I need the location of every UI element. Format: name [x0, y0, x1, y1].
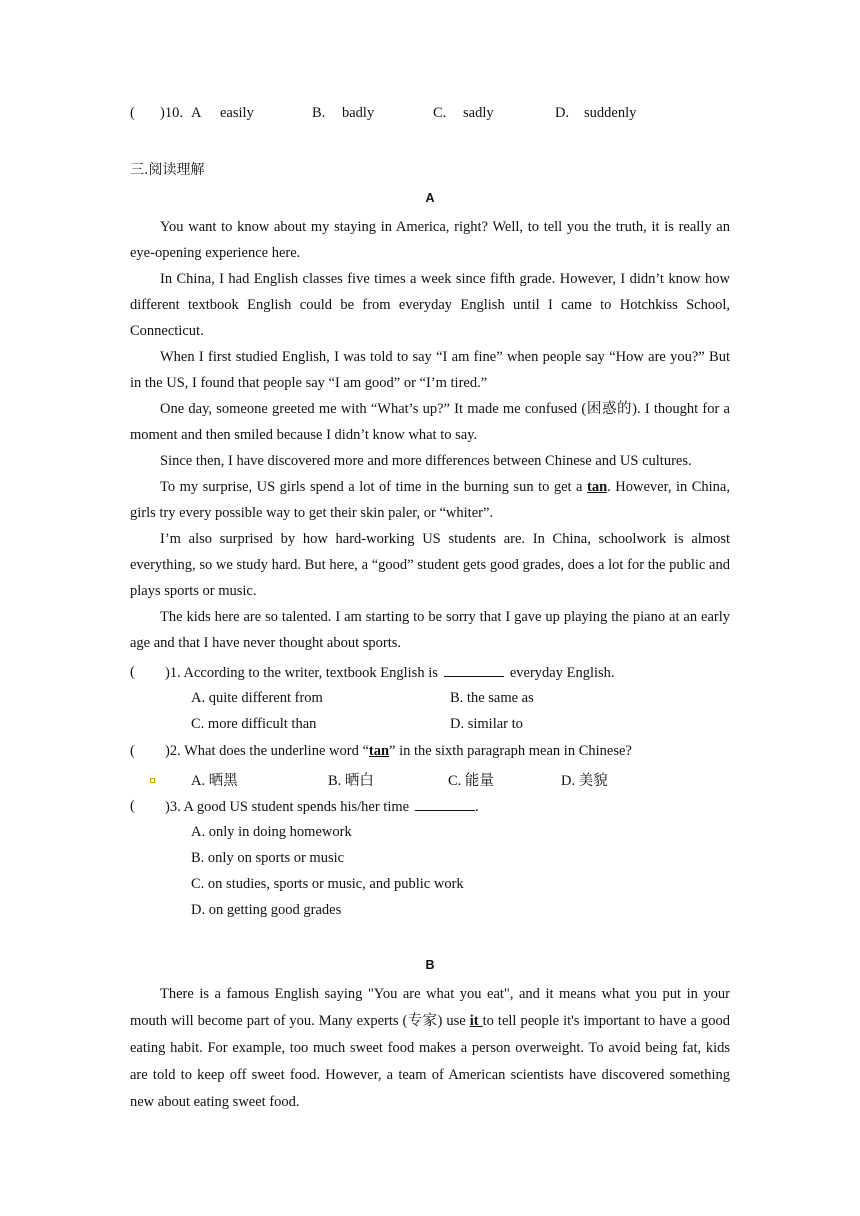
q10-option-a-letter: A [191, 105, 202, 121]
q2-option-d: D. 美貌 [561, 773, 608, 789]
passage-a-paragraph-5: Since then, I have discovered more and more differences between Chinese and US cultures. [160, 453, 692, 469]
q2-paren: ( [130, 743, 135, 759]
q10-option-c: sadly [463, 105, 494, 121]
q1-stem-after: everyday English. [509, 665, 615, 681]
q3-option-d: D. on getting good grades [191, 902, 342, 918]
q3-option-a: A. only in doing homework [191, 824, 352, 840]
q10-number: )10. [160, 105, 183, 121]
passage-a-paragraph-3: When I first studied English, I was told to say “I am fine” when people say “How are you?” But in the US, I found that people say “I am good” or “I’m tired.” [130, 349, 730, 391]
section-heading: 三.阅读理解 [130, 162, 205, 178]
passage-a-paragraph-4: One day, someone greeted me with “What’s up?” It made me confused (困惑的). I thought for a moment and then smiled because I didn’t know what to say. [130, 401, 730, 443]
q2-underlined-word: tan [368, 743, 390, 759]
q10-option-c-letter: C. [433, 105, 447, 121]
q3-stem-after: . [475, 799, 479, 815]
q3-option-b: B. only on sports or music [191, 850, 345, 866]
q10-option-a: easily [220, 105, 254, 121]
passage-b [130, 957, 730, 1116]
passage-a-paragraph-7: I’m also surprised by how hard-working US students are. In China, schoolwork is almost everything, so we study hard. But here, a “good” student gets good grades, does a lot for the public and plays sports or music. [130, 531, 730, 599]
q3-paren: ( [130, 798, 135, 814]
underlined-word-it: it [469, 1013, 483, 1029]
passage-a-paragraph-8: The kids here are so talented. I am starting to be sorry that I gave up playing the piano at an early age and that I have never thought about sports. [130, 609, 730, 651]
passage-b-title: B [425, 958, 435, 972]
q1-stem-before: )1. According to the writer, textbook English is [165, 665, 438, 681]
q3-blank [415, 798, 475, 811]
q2-stem [165, 743, 632, 760]
passage-a [130, 190, 730, 656]
q1-option-a: A. quite different from [191, 690, 323, 706]
q10-option-b-letter: B. [312, 105, 326, 121]
passage-b-paragraph-1 [130, 981, 730, 1116]
q1-option-c: C. more difficult than [191, 716, 317, 732]
q2-option-c: C. 能量 [448, 773, 494, 789]
q1-option-d: D. similar to [450, 716, 523, 732]
q1-stem [165, 664, 615, 682]
pb1-text-after: to tell people it's important to have a good eating habit. For example, too much sweet food makes a person overweight. To avoid being fat, kids are told to keep off sweet food. However, a team of American scientists have discovered something new about eating sweet food. [130, 1013, 730, 1110]
q2-option-a: A. 晒黑 [191, 773, 238, 789]
q1-option-b: B. the same as [450, 690, 534, 706]
p6-text-after: . However, in China, girls try every possible way to get their skin paler, or “whiter”. [130, 479, 730, 521]
q10-option-b: badly [342, 105, 375, 121]
pb1-text-before: There is a famous English saying "You are what you eat", and it means what you put in your mouth will become part of you. Many experts (专家) use [130, 986, 730, 1029]
q1-blank [444, 664, 504, 677]
q1-paren: ( [130, 664, 135, 680]
q10-paren: ( [130, 105, 135, 121]
q10-option-d: suddenly [584, 105, 637, 121]
q3-option-c: C. on studies, sports or music, and public work [191, 876, 464, 892]
passage-a-paragraph-2: In China, I had English classes five times a week since fifth grade. However, I didn’t know how different textbook English could be from everyday English until I came to Hotchkiss School, Connecticut. [130, 271, 730, 339]
q2-option-b: B. 晒白 [328, 773, 374, 789]
q3-stem [165, 798, 479, 816]
passage-a-paragraph-1: You want to know about my staying in America, right? Well, to tell you the truth, it is really an eye-opening experience here. [130, 219, 730, 261]
small-mark-icon [150, 778, 155, 783]
q2-stem-before: )2. What does the underline word “ [165, 743, 369, 759]
passage-a-paragraph-6 [130, 474, 730, 526]
p6-text-before: To my surprise, US girls spend a lot of time in the burning sun to get a [160, 479, 587, 495]
q10-option-d-letter: D. [555, 105, 570, 121]
passage-a-title: A [425, 191, 435, 205]
q3-stem-before: )3. A good US student spends his/her time [165, 799, 410, 815]
q2-stem-after: ” in the sixth paragraph mean in Chinese? [389, 743, 632, 759]
underlined-word-tan: tan [586, 479, 608, 495]
